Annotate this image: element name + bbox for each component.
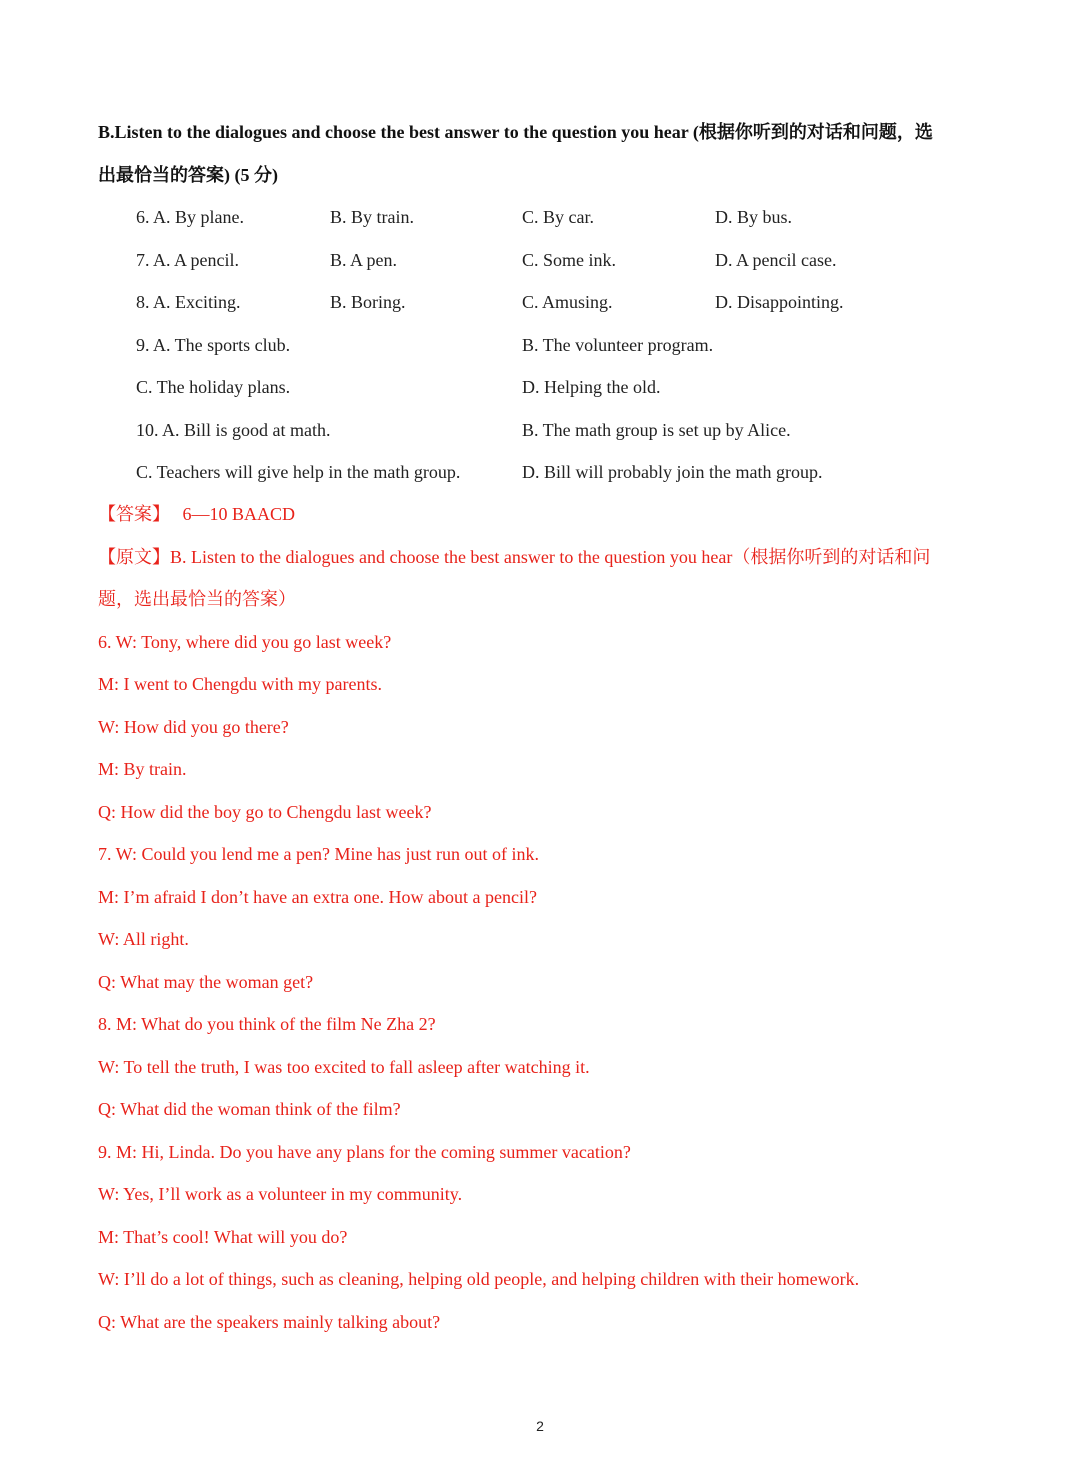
- section-title-line-1: B.Listen to the dialogues and choose the best answer to the question you hear (根据你听到的对话和问题，选: [98, 122, 933, 142]
- transcript-line: Q: How did the boy go to Chengdu last week?: [98, 802, 432, 822]
- answer-label: 【答案】: [98, 504, 170, 524]
- option-c: C. Teachers will give help in the math group.: [136, 462, 461, 482]
- option-c: C. The holiday plans.: [136, 377, 291, 397]
- option-c: C. Amusing.: [522, 292, 613, 312]
- transcript-line: W: To tell the truth, I was too excited to fall asleep after watching it.: [98, 1057, 590, 1077]
- option-d: D. Bill will probably join the math group.: [522, 462, 823, 482]
- transcript-line: 7. W: Could you lend me a pen? Mine has just run out of ink.: [98, 844, 539, 864]
- answer-line: [98, 502, 295, 526]
- transcript-line: W: How did you go there?: [98, 717, 289, 737]
- option-a: 9. A. The sports club.: [136, 335, 291, 355]
- transcript-intro: B. Listen to the dialogues and choose the best answer to the question you hear（根据你听到的对话和问: [170, 547, 931, 567]
- transcript-line: 6. W: Tony, where did you go last week?: [98, 632, 392, 652]
- transcript-line: W: I’ll do a lot of things, such as cleaning, helping old people, and helping children with their homework.: [98, 1269, 860, 1289]
- transcript-line: M: I’m afraid I don’t have an extra one. How about a pencil?: [98, 887, 538, 907]
- option-d: D. By bus.: [715, 207, 793, 227]
- option-a: 7. A. A pencil.: [136, 250, 239, 270]
- transcript-line: M: I went to Chengdu with my parents.: [98, 674, 382, 694]
- transcript-line: 8. M: What do you think of the film Ne Zha 2?: [98, 1014, 436, 1034]
- option-a: 10. A. Bill is good at math.: [136, 420, 331, 440]
- option-b: B. By train.: [330, 207, 414, 227]
- transcript-line: M: By train.: [98, 759, 187, 779]
- transcript-line: W: All right.: [98, 929, 189, 949]
- option-b: B. A pen.: [330, 250, 398, 270]
- option-a: 6. A. By plane.: [136, 207, 244, 227]
- option-c: C. Some ink.: [522, 250, 617, 270]
- transcript-intro-line-2: 题，选出最恰当的答案）: [98, 589, 296, 609]
- transcript-line: Q: What may the woman get?: [98, 972, 314, 992]
- option-b: B. The math group is set up by Alice.: [522, 420, 791, 440]
- option-b: B. Boring.: [330, 292, 406, 312]
- option-c: C. By car.: [522, 207, 594, 227]
- transcript-intro-line-1: [98, 545, 930, 569]
- transcript-line: W: Yes, I’ll work as a volunteer in my community.: [98, 1184, 463, 1204]
- option-b: B. The volunteer program.: [522, 335, 714, 355]
- answer-value: 6—10 BAACD: [182, 504, 296, 524]
- transcript-label: 【原文】: [98, 547, 170, 567]
- option-d: D. Helping the old.: [522, 377, 661, 397]
- section-title-line-2: 出最恰当的答案) (5 分): [98, 165, 278, 185]
- transcript-line: Q: What are the speakers mainly talking about?: [98, 1312, 441, 1332]
- transcript-line: 9. M: Hi, Linda. Do you have any plans for the coming summer vacation?: [98, 1142, 631, 1162]
- option-d: D. A pencil case.: [715, 250, 837, 270]
- option-d: D. Disappointing.: [715, 292, 844, 312]
- transcript-line: Q: What did the woman think of the film?: [98, 1099, 401, 1119]
- page-number: 2: [536, 1418, 544, 1434]
- transcript-line: M: That’s cool! What will you do?: [98, 1227, 348, 1247]
- option-a: 8. A. Exciting.: [136, 292, 241, 312]
